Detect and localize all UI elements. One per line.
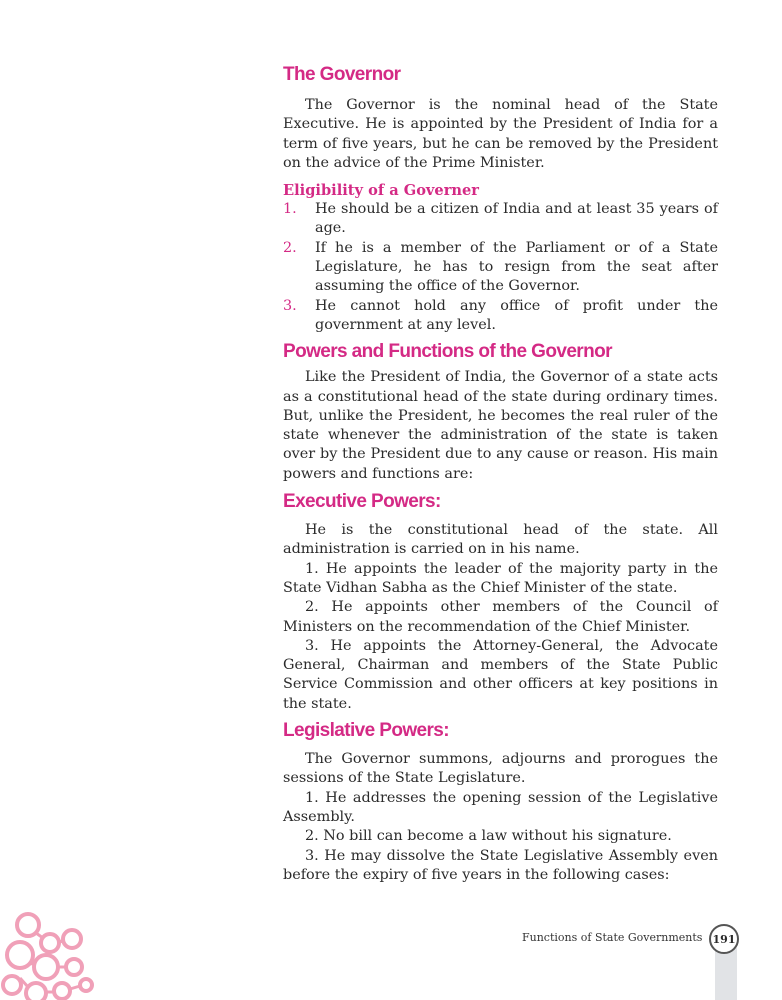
- decorative-circles-icon: [0, 905, 100, 1000]
- executive-paragraph: 1. He appoints the leader of the majority party in the State Vidhan Sabha as the Chief Minister of the state.: [283, 560, 718, 596]
- list-text: He should be a citizen of India and at least 35 years of age.: [315, 201, 718, 237]
- footer-chapter-label: Functions of State Governments: [522, 931, 703, 944]
- section-title-eligibility: Eligibility of a Governer: [283, 182, 479, 200]
- list-item: [283, 297, 718, 336]
- legislative-paragraph: 1. He addresses the opening session of the Legislative Assembly.: [283, 789, 718, 825]
- section-title-governor: The Governor: [283, 64, 401, 85]
- list-number: 1.: [283, 201, 297, 218]
- section-title-executive: Executive Powers:: [283, 491, 441, 513]
- list-item: [283, 200, 718, 239]
- page-number: 191: [709, 924, 739, 954]
- eligibility-list: [283, 200, 718, 335]
- executive-paragraph: 3. He appoints the Attorney-General, the Advocate General, Chairman and members of the State Public Service Commission and other officers at key positions in the state.: [283, 637, 718, 712]
- list-number: 2.: [283, 239, 297, 256]
- page-content: [283, 64, 718, 885]
- legislative-paragraph: 3. He may dissolve the State Legislative Assembly even before the expiry of five years in the following cases:: [283, 847, 718, 883]
- list-text: He cannot hold any office of profit under the government at any level.: [315, 297, 718, 333]
- legislative-paragraph: The Governor summons, adjourns and prorogues the sessions of the State Legislature.: [283, 751, 718, 787]
- governor-paragraph: The Governor is the nominal head of the State Executive. He is appointed by the President of India for a term of five years, but he can be removed by the President on the advice of the Prime Minister.: [283, 97, 718, 171]
- powers-paragraph: Like the President of India, the Governor of a state acts as a constitutional head of the state during ordinary times. But, unlike the President, he becomes the real ruler of the state whenever the administration of the state is taken over by the President due to any cause or reason. His main powers and functions are:: [283, 369, 718, 482]
- legislative-paragraph: 2. No bill can become a law without his signature.: [305, 828, 672, 845]
- section-title-powers: Powers and Functions of the Governor: [283, 341, 612, 363]
- list-text: If he is a member of the Parliament or of a State Legislature, he has to resign from the seat after assuming the office of the Governor.: [315, 239, 718, 295]
- executive-paragraph: He is the constitutional head of the state. All administration is carried on in his name.: [283, 522, 718, 558]
- list-number: 3.: [283, 297, 297, 314]
- executive-paragraph: 2. He appoints other members of the Council of Ministers on the recommendation of the Chief Minister.: [283, 599, 718, 635]
- section-title-legislative: Legislative Powers:: [283, 720, 450, 742]
- page-tab: [715, 948, 737, 1000]
- list-item: [283, 239, 718, 297]
